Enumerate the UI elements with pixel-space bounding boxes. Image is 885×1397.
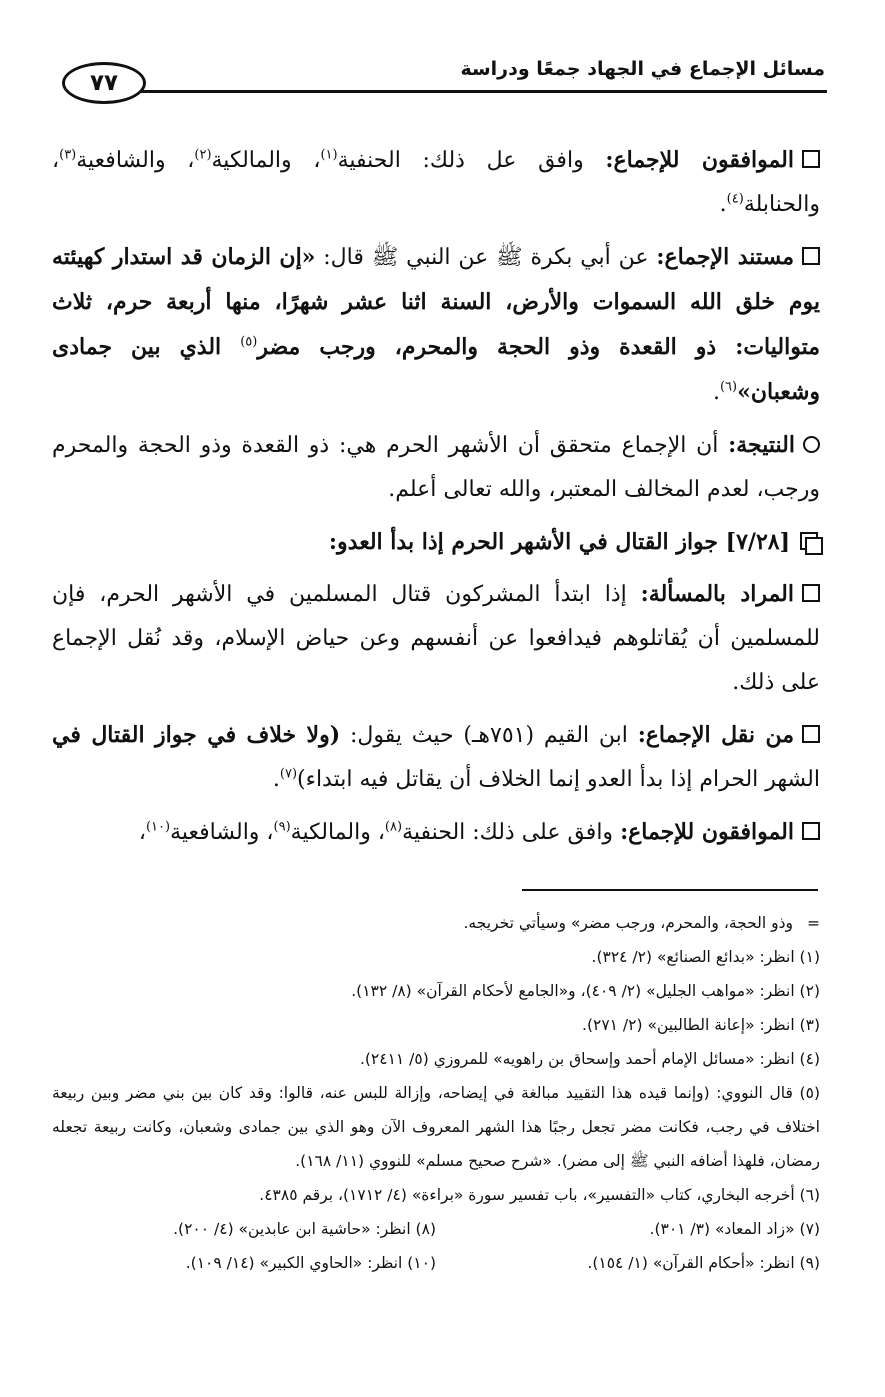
hadith-quote: «إن الزمان قد استدار كهيئته يوم خلق الله السموات والأرض، السنة اثنا عشر شهرًا، منها أربعة حرم، ثلاث متواليات: ذو القعدة وذو الحجة والمحرم، ورجب مضر [52,244,820,360]
footnote-5: (٥) قال النووي: (وإنما قيده هذا التقييد مبالغة في إيضاحه، وإزالة للبس عنه، قالوا: وقد كان بين بني مضر وبين ربيعة اختلاف في رجب، فكانت مضر تجعل رجبًا هذا الشهر المعروف الآن وهو الذي بين جمادى وشعبان، وكانت ربيعة تجعله رمضان، فلهذا أضافه النبي ﷺ إلى مضر). «شرح صحيح مسلم» للنووي (١١/ ١٦٨). [52,1084,820,1170]
paragraph-agreeing-schools [52,138,820,227]
footnote-9: (٩) انظر: «أحكام القرآن» (١/ ١٥٤). [587,1254,820,1272]
text-run: ، والمالكية [211,148,321,173]
footnote-row [52,1246,820,1280]
text-run: وافق على ذلك: الحنفية [402,820,621,845]
header-rule [140,90,827,93]
text-run: . [719,192,727,217]
text-run: إذا ابتدأ المشركون قتال المسلمين في الأشهر الحرم، فإن للمسلمين أن يُقاتلوهم فيدافعوا عن أنفسهم وعن حياض الإسلام، وقد نُقل الإجماع على ذلك. [52,582,820,695]
footnote-2: (٢) انظر: «مواهب الجليل» (٢/ ٤٠٩)، و«الجامع لأحكام القرآن» (٨/ ١٣٢). [351,982,820,1000]
paragraph-result [52,423,820,512]
page-number: ٧٧ [62,62,146,104]
footnote-continuation [52,906,820,940]
text-run: ، [138,820,146,845]
footnote-ref[interactable]: (٥) [240,334,258,350]
footnote-8: (٨) انظر: «حاشية ابن عابدين» (٤/ ٢٠٠). [173,1220,436,1238]
text-run: ، والشافعية [76,148,195,173]
paragraph-label: مستند الإجماع: [656,244,794,270]
paragraph-label: الموافقون للإجماع: [620,819,794,845]
footnote-3: (٣) انظر: «إعانة الطالبين» (٢/ ٢٧١). [582,1016,820,1034]
footnote-text: وذو الحجة، والمحرم، ورجب مضر» وسيأتي تخريجه. [463,914,793,932]
text-run: عن أبي بكرة ﷺ عن النبي ﷺ قال: [315,245,657,270]
paragraph-label: الموافقون للإجماع: [605,147,794,173]
footnote-ref[interactable]: (٩) [273,819,291,835]
paragraph-agreeing-schools-2 [52,810,820,855]
section-heading [52,520,820,564]
footnote-1: (١) انظر: «بدائع الصنائع» (٢/ ٣٢٤). [591,948,820,966]
footnote-row [52,1212,820,1246]
footnote-4: (٤) انظر: «مسائل الإمام أحمد وإسحاق بن راهويه» للمروزي (٥/ ٢٤١١). [359,1050,820,1068]
footnote-ref[interactable]: (١٠) [145,819,171,835]
paragraph-transmitter [52,713,820,802]
square-bullet-icon [802,247,820,265]
footnote-separator [522,889,818,891]
hadith-quote: الذي بين جمادى وشعبان» [52,334,820,405]
footnote-10: (١٠) انظر: «الحاوي الكبير» (١٤/ ١٠٩). [185,1254,436,1272]
square-bullet-icon [802,725,820,743]
footnote-ref[interactable]: (٢) [194,147,212,163]
square-bullet-icon [802,584,820,602]
paragraph-label: المراد بالمسألة: [640,581,794,607]
square-bullet-icon [802,822,820,840]
footnote-ref[interactable]: (٤) [726,191,744,207]
main-text [52,138,820,863]
paragraph-label: النتيجة: [728,432,795,458]
footnote-ref[interactable]: (٧) [279,766,298,782]
text-run: وافق عل ذلك: الحنفية [337,148,606,173]
text-run: ، والمالكية [290,820,385,845]
footnote-7: (٧) «زاد المعاد» (٣/ ٣٠١). [649,1220,820,1238]
footnotes [52,906,820,1280]
quote-text: (ولا خلاف في جواز القتال في [52,722,341,748]
paragraph-label: من نقل الإجماع: [637,722,794,748]
continuation-mark: = [807,914,820,932]
text-run: ، والشافعية [170,820,274,845]
text-run: ابن القيم (٧٥١هـ) حيث يقول: [340,723,638,748]
text-run: . [712,380,720,405]
book-icon [800,532,820,552]
page-header [62,48,827,108]
text-run: ، والحنابلة [52,148,820,217]
section-heading-text: [٧/٢٨] جواز القتال في الأشهر الحرم إذا بدأ العدو: [328,529,790,555]
footnote-6: (٦) أخرجه البخاري، كتاب «التفسير»، باب تفسير سورة «براءة» (٤/ ١٧١٢)، برقم ٤٣٨٥. [259,1186,820,1204]
text-run: أن الإجماع متحقق أن الأشهر الحرم هي: ذو القعدة وذو الحجة والمحرم ورجب، لعدم المخالف المعتبر، والله تعالى أعلم. [52,433,820,502]
footnote-ref[interactable]: (٨) [384,819,403,835]
circle-bullet-icon [803,436,820,453]
footnote-ref[interactable]: (١) [320,147,338,163]
footnote-ref[interactable]: (٣) [59,147,77,163]
paragraph-evidence [52,235,820,415]
paragraph-meaning [52,572,820,705]
text-run: . [272,767,280,792]
running-title: مسائل الإجماع في الجهاد جمعًا ودراسة [460,58,825,80]
text-run: الشهر الحرام إذا بدأ العدو إنما الخلاف أن يقاتل فيه ابتداء) [297,767,820,792]
footnote-ref[interactable]: (٦) [719,379,738,395]
square-bullet-icon [802,150,820,168]
